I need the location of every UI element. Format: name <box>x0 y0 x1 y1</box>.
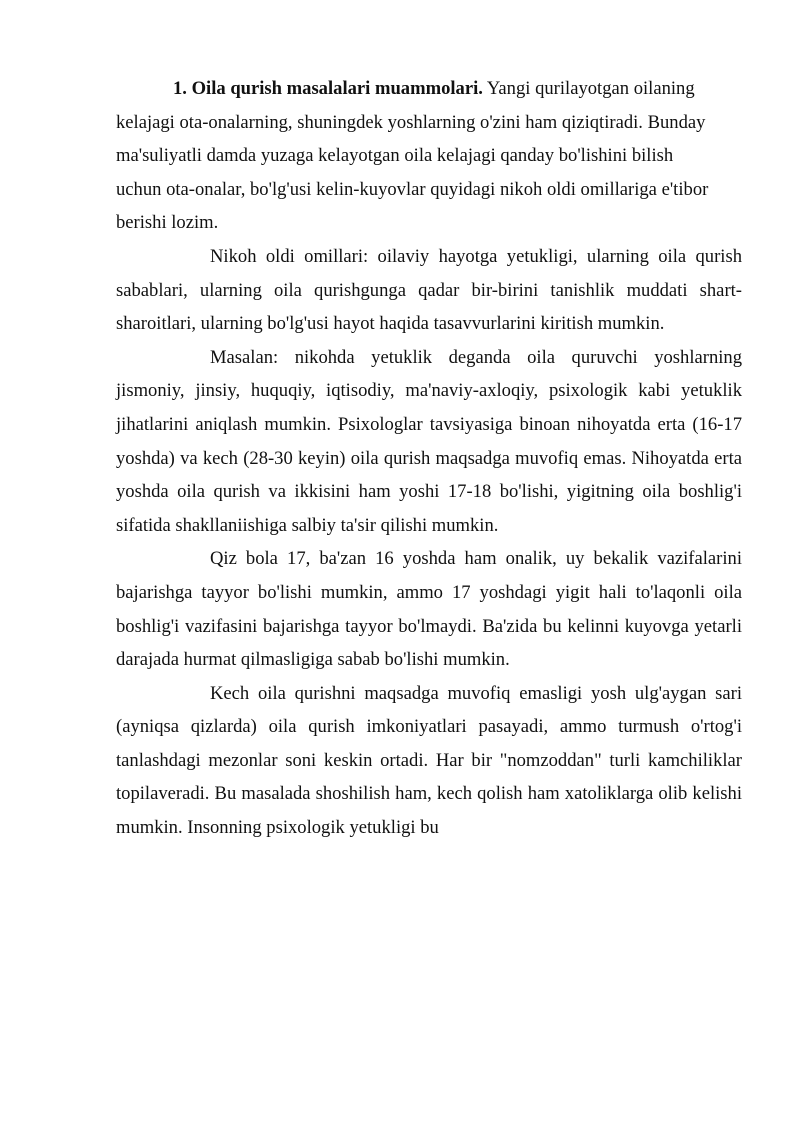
paragraph-intro <box>116 72 716 240</box>
section-heading: 1. Oila qurish masalalari muammolari. <box>173 78 483 99</box>
document-body <box>116 72 742 845</box>
paragraph-premarital-factors: Nikoh oldi omillari: oilaviy hayotga yetukligi, ularning oila qurish sabablari, ularning oila qurishgunga qadar bir-birini tanishlik muddati shart-sharoitlari, ularning bo'lg'usi hayot haqida tasavvurlarini kiritish mumkin. <box>116 245 742 335</box>
paragraph-maturity: Masalan: nikohda yetuklik deganda oila quruvchi yoshlarning jismoniy, jinsiy, huquqiy, iqtisodiy, ma'naviy-axloqiy, psixologik kabi yetuklik jihatlarini aniqlash mumkin. Psixologlar tavsiyasiga binoan nihoyatda erta (16-17 yoshda) va kech (28-30 keyin) oila qurish maqsadga muvofiq emas. Nihoyatda erta yoshda oila qurish va ikkisini ham yoshi 17-18 bo'lishi, yigitning oila boshlig'i sifatida shakllaniishiga salbiy ta'sir qilishi mumkin. <box>116 346 742 536</box>
paragraph-intro-text: Yangi qurilayotgan oilaning kelajagi ota-onalarning, shuningdek yoshlarning o'zini ham qiziqtiradi. Bunday ma'suliyatli damda yuzaga kelayotgan oila kelajagi qanday bo'lishini bilish uchun ota-onalar, bo'lg'usi kelin-kuyovlar quyidagi nikoh oldi omillariga e'tibor berishi lozim. <box>116 78 709 234</box>
paragraph-late-marriage: Kech oila qurishni maqsadga muvofiq emasligi yosh ulg'aygan sari (ayniqsa qizlarda) oila qurish imkoniyatlari pasayadi, ammo turmush o'rtog'i tanlashdagi mezonlar soni keskin ortadi. Har bir "nomzoddan" turli kamchiliklar topilaveradi. Bu masalada shoshilish ham, kech qolish ham xatoliklarga olib kelishi mumkin. Insonning psixologik yetukligi bu <box>116 682 742 839</box>
paragraph-age-readiness: Qiz bola 17, ba'zan 16 yoshda ham onalik, uy bekalik vazifalarini bajarishga tayyor bo'lishi mumkin, ammo 17 yoshdagi yigit hali to'laqonli oila boshlig'i vazifasini bajarishga tayyor bo'lmaydi. Ba'zida bu kelinni kuyovga yetarli darajada hurmat qilmasligiga sabab bo'lishi mumkin. <box>116 548 742 671</box>
